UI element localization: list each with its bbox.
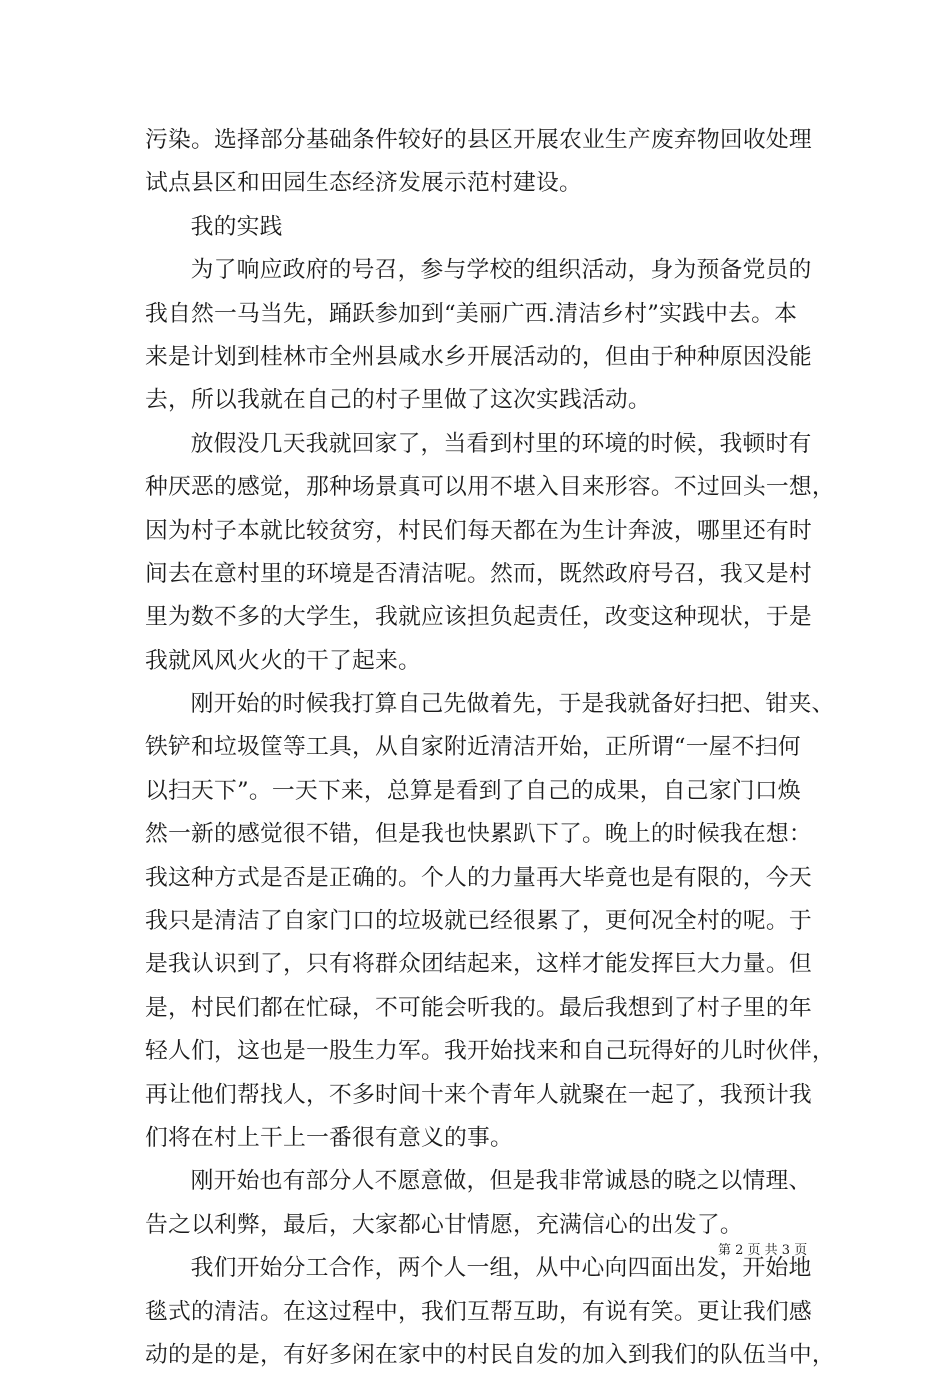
text-line: 我们开始分工合作，两个人一组，从中心向四面出发，开始地 <box>190 1255 812 1282</box>
text-line: 铁铲和垃圾筐等工具，从自家附近清洁开始，正所谓“一屋不扫何 <box>145 734 801 761</box>
text-line: 我只是清洁了自家门口的垃圾就已经很累了，更何况全村的呢。于 <box>145 908 812 935</box>
text-line: 动的是的是，有好多闲在家中的村民自发的加入到我们的队伍当中， <box>145 1341 835 1368</box>
text-line: 是，村民们都在忙碌，不可能会听我的。最后我想到了村子里的年 <box>145 994 812 1021</box>
text-line: 放假没几天我就回家了，当看到村里的环境的时候，我顿时有 <box>190 430 812 457</box>
body-text <box>145 119 835 1377</box>
text-line: 轻人们，这也是一股生力军。我开始找来和自己玩得好的儿时伙伴， <box>145 1038 835 1065</box>
text-line: 是我认识到了，只有将群众团结起来，这样才能发挥巨大力量。但 <box>145 951 812 978</box>
text-line: 刚开始的时候我打算自己先做着先，于是我就备好扫把、钳夹、 <box>190 691 835 718</box>
text-line: 污染。选择部分基础条件较好的县区开展农业生产废弃物回收处理 <box>145 127 812 153</box>
text-line: 刚开始也有部分人不愿意做，但是我非常诚恳的晓之以情理、 <box>190 1168 812 1195</box>
section-heading: 我的实践 <box>190 213 283 240</box>
text-line: 毯式的清洁。在这过程中，我们互帮互助，有说有笑。更让我们感 <box>145 1298 812 1325</box>
text-line: 再让他们帮找人，不多时间十来个青年人就聚在一起了，我预计我 <box>145 1081 812 1108</box>
text-line: 去，所以我就在自己的村子里做了这次实践活动。 <box>145 387 651 414</box>
text-line: 告之以利弊，最后，大家都心甘情愿，充满信心的出发了。 <box>145 1211 743 1238</box>
text-line: 里为数不多的大学生，我就应该担负起责任，改变这种现状，于是 <box>145 604 812 631</box>
page-number: 第 2 页 共 3 页 <box>718 1243 808 1258</box>
text-line: 然一新的感觉很不错，但是我也快累趴下了。晚上的时候我在想： <box>145 821 812 848</box>
text-line: 以扫天下”。一天下来，总算是看到了自己的成果，自己家门口焕 <box>145 777 801 804</box>
text-line: 间去在意村里的环境是否清洁呢。然而，既然政府号召，我又是村 <box>145 560 812 587</box>
text-line: 为了响应政府的号召，参与学校的组织活动，身为预备党员的 <box>190 257 812 284</box>
text-line: 我这种方式是否是正确的。个人的力量再大毕竟也是有限的，今天 <box>145 864 812 891</box>
text-line: 种厌恶的感觉，那种场景真可以用不堪入目来形容。不过回头一想， <box>145 474 835 501</box>
text-line: 们将在村上干上一番很有意义的事。 <box>145 1124 513 1151</box>
text-line: 我自然一马当先，踊跃参加到“美丽广西.清洁乡村”实践中去。本 <box>145 300 798 327</box>
text-line: 试点县区和田园生态经济发展示范村建设。 <box>145 170 582 197</box>
text-line: 因为村子本就比较贫穷，村民们每天都在为生计奔波，哪里还有时 <box>145 517 812 544</box>
text-line: 我就风风火火的干了起来。 <box>145 647 421 674</box>
text-line: 来是计划到桂林市全州县咸水乡开展活动的，但由于种种原因没能 <box>145 343 812 370</box>
